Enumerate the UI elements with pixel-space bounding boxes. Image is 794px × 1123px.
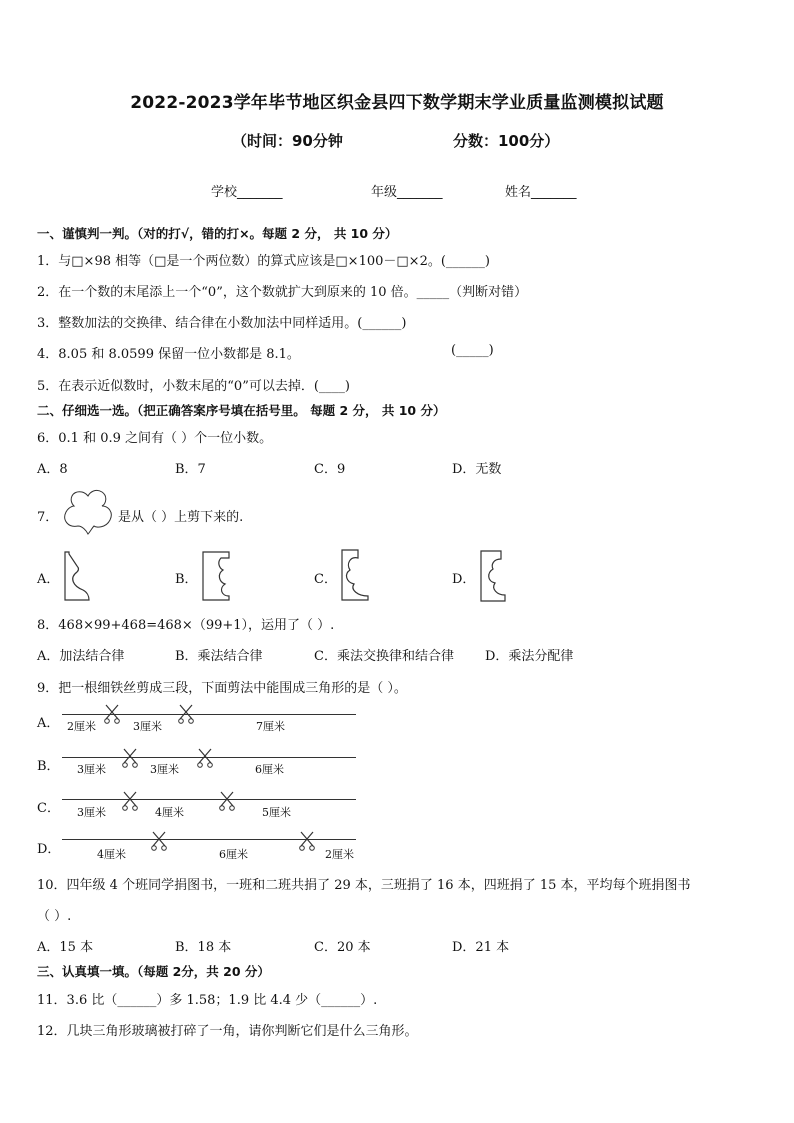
- q9-c-segment-1: 3厘米: [77, 806, 106, 819]
- scissors-icon: [219, 791, 235, 811]
- q8-option-c: C．乘法交换律和结合律: [314, 649, 454, 664]
- q9-b-segment-2: 3厘米: [150, 763, 179, 776]
- question-3: 3．整数加法的交换律、结合律在小数加法中同样适用。(______): [37, 316, 407, 331]
- scissors-icon: [178, 704, 194, 724]
- section-3-heading: 三、认真填一填。（每题 2分，共 20 分）: [37, 964, 270, 979]
- q6-option-d: D．无数: [452, 462, 502, 477]
- name-field: 姓名_______: [505, 185, 577, 200]
- question-8: 8．468×99+468=468×（99+1），运用了（ ）.: [37, 618, 335, 633]
- scissors-icon: [151, 831, 167, 851]
- exam-score: 分数：100分）: [453, 132, 560, 150]
- q9-option-c: C．: [37, 801, 60, 816]
- question-12: 12．几块三角形玻璃被打碎了一角，请你判断它们是什么三角形。: [37, 1024, 418, 1039]
- q9-option-b: B．: [37, 759, 60, 774]
- question-7: 是从（ ）上剪下来的.: [118, 510, 244, 525]
- q9-option-d: D．: [37, 842, 61, 857]
- q10-option-d: D．21 本: [452, 940, 510, 955]
- question-4: 4．8.05 和 8.0599 保留一位小数都是 8.1。: [37, 347, 300, 362]
- q7-option-d-paper-icon: [479, 549, 507, 603]
- q9-option-a: A．: [37, 716, 60, 731]
- q7-option-c: C．: [314, 572, 337, 587]
- question-2: 2．在一个数的末尾添上一个“0”，这个数就扩大到原来的 10 倍。_____（判断对错）: [37, 285, 528, 300]
- q10-option-a: A．15 本: [37, 940, 94, 955]
- flower-shape-icon: [60, 486, 116, 538]
- q9-c-segment-2: 4厘米: [155, 806, 184, 819]
- exam-time: （时间：90分钟: [232, 132, 343, 150]
- question-1: 1．与□×98 相等（□是一个两位数）的算式应该是□×100－□×2。(______): [37, 254, 490, 269]
- question-10: 10．四年级 4 个班同学捐图书，一班和二班共捐了 29 本，三班捐了 16 本，四班捐了 15 本，平均每个班捐图书: [37, 878, 691, 893]
- question-5: 5．在表示近似数时，小数末尾的“0”可以去掉．(____): [37, 379, 350, 394]
- q8-option-d: D．乘法分配律: [485, 649, 574, 664]
- scissors-icon: [122, 791, 138, 811]
- q10-option-b: B．18 本: [175, 940, 232, 955]
- question-11: 11．3.6 比（______）多 1.58；1.9 比 4.4 少（______）.: [37, 993, 378, 1008]
- q9-a-segment-1: 2厘米: [67, 720, 96, 733]
- scissors-icon: [122, 748, 138, 768]
- q9-a-segment-2: 3厘米: [133, 720, 162, 733]
- question-10-continued: （ ）.: [37, 909, 72, 924]
- q6-option-a: A．8: [37, 462, 68, 477]
- q9-d-segment-2: 6厘米: [219, 848, 248, 861]
- q9-c-wire: [62, 799, 356, 800]
- q9-d-segment-1: 4厘米: [97, 848, 126, 861]
- q7-option-b-paper-icon: [201, 550, 231, 602]
- q10-option-c: C．20 本: [314, 940, 371, 955]
- scissors-icon: [299, 831, 315, 851]
- q9-a-segment-3: 7厘米: [256, 720, 285, 733]
- question-7-number: 7．: [37, 510, 59, 525]
- q7-option-a: A．: [37, 572, 60, 587]
- grade-field: 年级_______: [371, 185, 443, 200]
- q9-d-segment-3: 2厘米: [325, 848, 354, 861]
- question-9: 9．把一根细铁丝剪成三段，下面剪法中能围成三角形的是（ ）。: [37, 681, 407, 696]
- q8-option-a: A．加法结合律: [37, 649, 125, 664]
- q7-option-b: B．: [175, 572, 198, 587]
- q8-option-b: B．乘法结合律: [175, 649, 263, 664]
- q7-option-d: D．: [452, 572, 476, 587]
- question-6: 6．0.1 和 0.9 之间有（ ）个一位小数。: [37, 431, 273, 446]
- q9-c-segment-3: 5厘米: [262, 806, 291, 819]
- school-field: 学校_______: [211, 185, 283, 200]
- q9-b-segment-1: 3厘米: [77, 763, 106, 776]
- q6-option-c: C．9: [314, 462, 346, 477]
- scissors-icon: [104, 704, 120, 724]
- q6-option-b: B．7: [175, 462, 206, 477]
- section-1-heading: 一、谨慎判一判。（对的打√，错的打×。每题 2 分， 共 10 分）: [37, 226, 398, 241]
- q7-option-a-paper-icon: [63, 550, 91, 602]
- q9-b-segment-3: 6厘米: [255, 763, 284, 776]
- section-2-heading: 二、仔细选一选。（把正确答案序号填在括号里。 每题 2 分， 共 10 分）: [37, 403, 446, 418]
- scissors-icon: [197, 748, 213, 768]
- q7-option-c-paper-icon: [340, 548, 370, 602]
- question-4-blank: (_____): [451, 343, 494, 358]
- page-title: 2022-2023学年毕节地区织金县四下数学期末学业质量监测模拟试题: [130, 93, 664, 113]
